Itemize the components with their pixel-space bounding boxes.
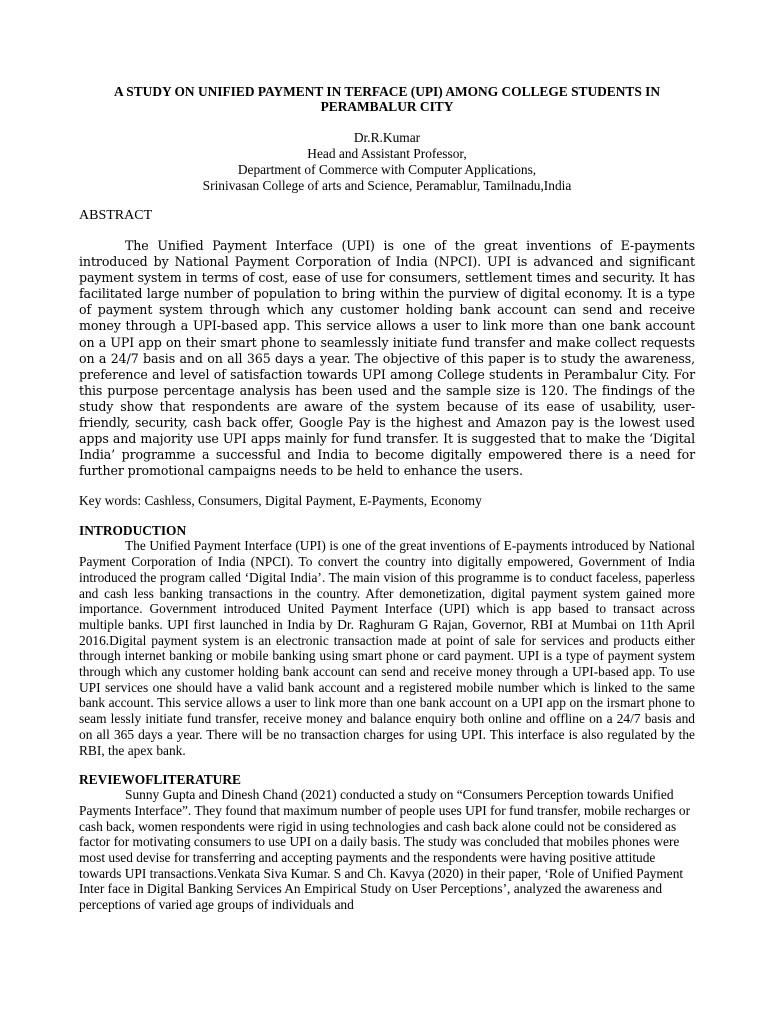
introduction-heading: INTRODUCTION (79, 523, 187, 539)
paper-title: A STUDY ON UNIFIED PAYMENT IN TERFACE (UPI) AMONG COLLEGE STUDENTS IN PERAMBALUR CITY (114, 84, 660, 114)
keywords: Key words: Cashless, Consumers, Digital Payment, E-Payments, Economy (79, 493, 482, 509)
abstract-text: The Unified Payment Interface (UPI) is one of the great inventions of E-payments introduced by National Payment Corporation of India (NPCI). UPI is advanced and significant payment system in terms of cost, ease of use for consumers, settlement times and security. It has facilitated large number of population to bring within the purview of digital economy. It is a type of payment system through which any customer holding bank account can send and receive money through a UPI-based app. This service allows a user to link more than one bank account on a UPI app on their smart phone to seamlessly initiate fund transfer and make collect requests on a 24/7 basis and on all 365 days a year. The objective of this paper is to study the awareness, preference and level of satisfaction towards UPI among College students in Perambalur City. For this purpose percentage analysis has been used and the sample size is 120. The findings of the study show that respondents are aware of the system because of its ease of usability, user-friendly, security, cash back offer, Google Pay is the highest and Amazon pay is the lowest used apps and majority use UPI apps mainly for fund transfer. It is suggested that to make the ‘Digital India’ programme a successful and India to become digitally empowered there is a need for further promotional campaigns needs to be held to enhance the users. (79, 238, 695, 479)
author-block (79, 130, 695, 194)
review-text: Sunny Gupta and Dinesh Chand (2021) conducted a study on “Consumers Perception towards Unified Payments Interface”. They found that maximum number of people uses UPI for fund transfer, mobile recharges or cash back, women respondents were rigid in using technologies and cash back alone could not be considered as factor for motivating consumers to use UPI on a daily basis. The study was concluded that mobiles phones were most used devise for transferring and accepting payments and the respondents were having positive attitude towards UPI transactions.Venkata Siva Kumar. S and Ch. Kavya (2020) in their paper, ‘Role of Unified Payment Inter face in Digital Banking Services An Empirical Study on User Perceptions’, analyzed the awareness and perceptions of varied age groups of individuals and (79, 787, 691, 913)
review-heading: REVIEWOFLITERATURE (79, 772, 241, 788)
author-position: Head and Assistant Professor, (307, 146, 467, 161)
author-institution: Srinivasan College of arts and Science, Peramablur, Tamilnadu,India (202, 178, 572, 193)
author-name: Dr.R.Kumar (353, 130, 421, 145)
paper-page (79, 84, 695, 913)
abstract-heading: ABSTRACT (79, 208, 153, 223)
introduction-text: The Unified Payment Interface (UPI) is one of the great inventions of E-payments introduced by National Payment Corporation of India (NPCI). To convert the country into digitally empowered, Government of India introduced the program called ‘Digital India’. The main vision of this programme is to conduct faceless, paperless and cash less banking transactions in the country. After demonetization, digital payment system gained more importance. Government introduced United Payment Interface (UPI) which is app based to transact across multiple banks. UPI first launched in India by Dr. Raghuram G Rajan, Governor, RBI at Mumbai on 11th April 2016.Digital payment system is an electronic transaction made at point of sale for services and products either through internet banking or mobile banking using smart phone or card payment. UPI is a type of payment system through which any customer holding bank account can send and receive money through a UPI-based app. To use UPI services one should have a valid bank account and a registered mobile number which is linked to the same bank account. This service allows a user to link more than one bank account on a UPI app on the irsmart phone to seam lessly initiate fund transfer, receive money and balance enquiry both online and offline on a 24/7 basis and on all 365 days a year. There will be no transaction charges for using UPI. This interface is also regulated by the RBI, the apex bank. (79, 538, 695, 758)
author-department: Department of Commerce with Computer Applications, (237, 162, 537, 177)
